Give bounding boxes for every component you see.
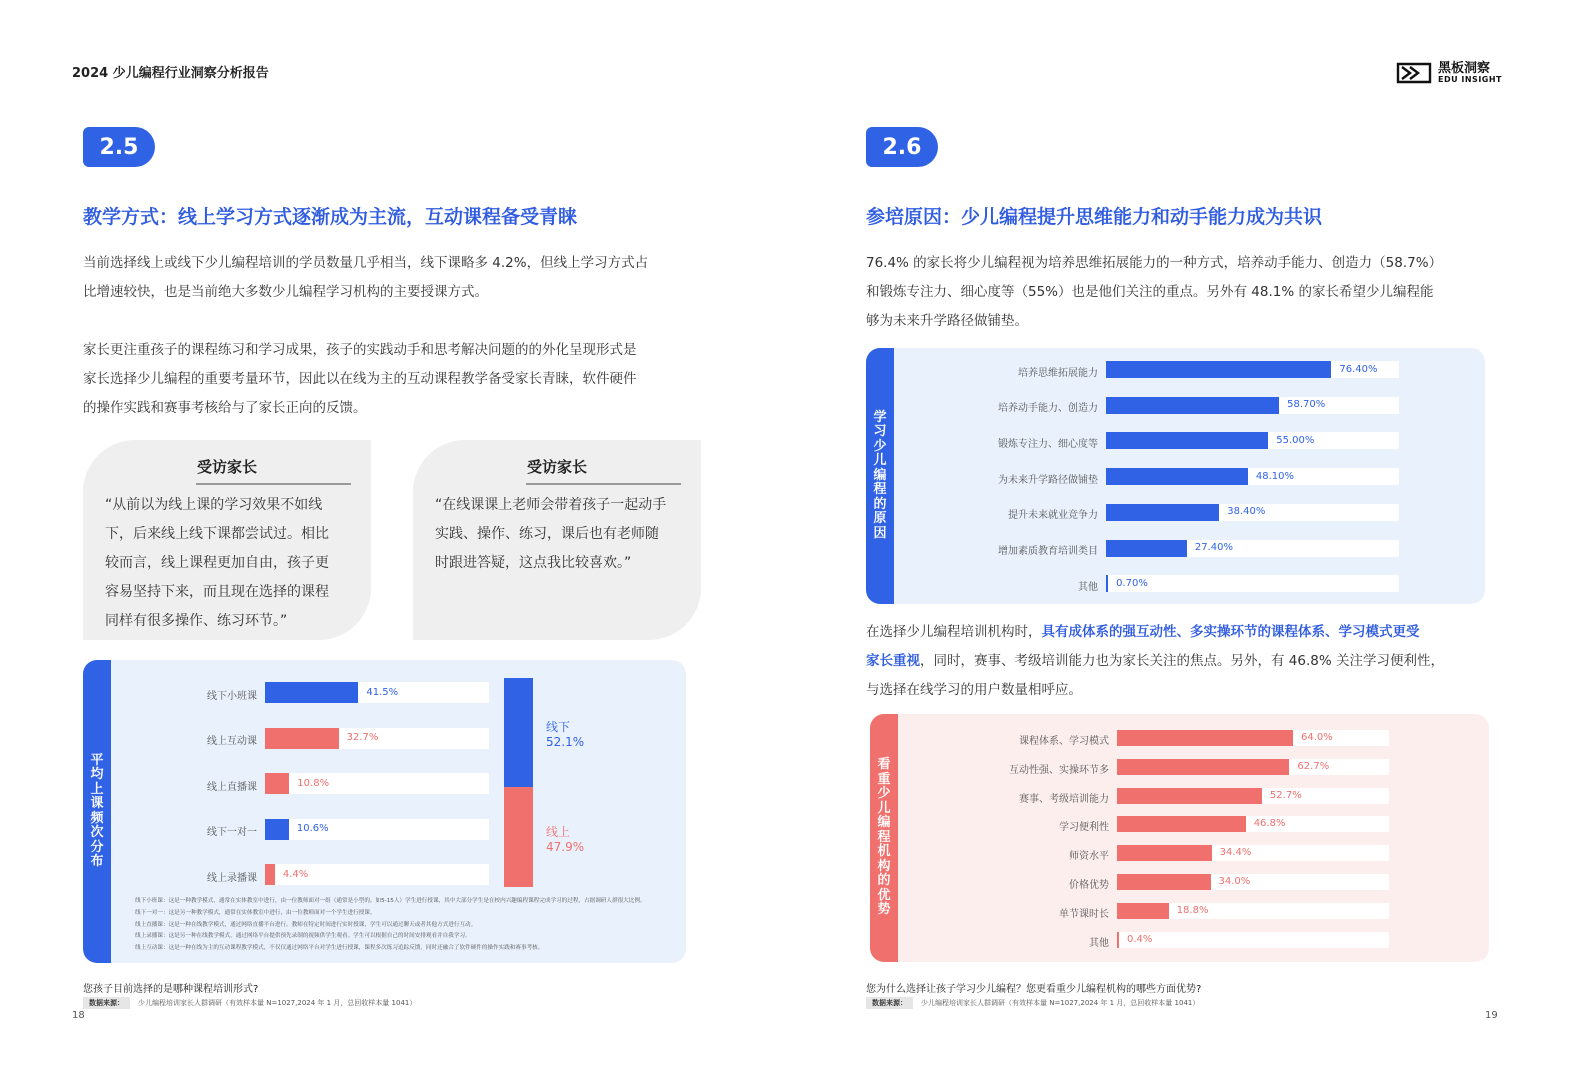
bar	[1117, 903, 1169, 919]
category-label: 线下小班课	[207, 690, 257, 702]
section-title-right: 参培原因：少儿编程提升思维能力和动手能力成为共识	[866, 206, 1323, 228]
text-line: 比增速较快，也是当前绝大多数少儿编程学习机构的主要授课方式。	[83, 284, 488, 300]
category-label: 培养动手能力、创造力	[998, 403, 1098, 415]
chart-title: 看重少儿编程机构的优势	[877, 757, 891, 918]
section-badge-left: 2.5	[83, 127, 155, 167]
note-line: 线上录播课：这是另一种在线教学模式，通过网络平台提供预先录制的视频供学生观看。学生可以根据自己的时间安排观看并自我学习。	[135, 933, 471, 940]
chart-panel-reasons	[866, 348, 1485, 604]
page-number-right: 19	[1485, 1010, 1498, 1021]
bar	[1117, 730, 1293, 746]
value-label: 76.40%	[1339, 363, 1378, 375]
value-label: 38.40%	[1227, 506, 1266, 518]
value-label: 10.6%	[296, 823, 329, 834]
source-text: 少儿编程培训家长人群调研（有效样本量 N=1027,2024 年 1 月，总回收样本量 1041）	[138, 999, 417, 1007]
category-label: 课程体系、学习模式	[1019, 736, 1109, 747]
right-paragraph-1	[866, 249, 1506, 336]
bar	[1106, 468, 1248, 485]
bar	[1106, 361, 1331, 378]
chart-panel-frequency	[83, 660, 686, 963]
survey-question-left: 您孩子目前选择的是哪种课程培训形式?	[83, 984, 259, 995]
value-label: 62.7%	[1297, 760, 1330, 772]
chart-side-label	[870, 714, 898, 962]
bar	[1106, 540, 1187, 557]
source-label: 数据来源：	[83, 997, 130, 1009]
chart-side-label	[866, 348, 894, 604]
chart-side-label	[83, 660, 111, 963]
category-label: 互动性强、实操环节多	[1009, 764, 1109, 776]
text-segment: ，同时，赛事、考级培训能力也为家长关注的焦点。另外，有 46.8% 关注学习便利性，	[920, 653, 1444, 669]
value-label: 41.5%	[366, 686, 399, 698]
value-label: 48.10%	[1255, 470, 1295, 482]
text-line: 家长更注重孩子的课程练习和学习成果，孩子的实践动手和思考解决问题的的外化呈现形式是	[83, 342, 637, 358]
text-line: “在线课课上老师会带着孩子一起动手	[435, 497, 667, 513]
value-label: 58.70%	[1287, 399, 1326, 411]
quote-title: 受访家长	[196, 458, 257, 476]
text-line	[866, 647, 1506, 676]
segment-value: 52.1%	[546, 735, 585, 750]
bar	[1106, 504, 1219, 521]
category-label: 赛事、考级培训能力	[1019, 793, 1109, 805]
category-label: 线下一对一	[207, 827, 257, 838]
value-label: 64.0%	[1301, 732, 1333, 743]
value-label: 0.4%	[1127, 933, 1153, 945]
value-label: 27.40%	[1194, 542, 1233, 553]
segment-label	[546, 825, 594, 855]
bar	[1106, 575, 1108, 592]
left-paragraph-1	[83, 249, 723, 307]
highlight-text: 具有成体系的强互动性、多实操环节的课程体系、学习模式更受	[1041, 624, 1420, 640]
brand-name: 黑板洞察	[1438, 61, 1491, 76]
chart-title: 学习少儿编程的原因	[873, 409, 887, 541]
category-label: 为未来升学路径做铺垫	[998, 474, 1098, 486]
brand-subtitle: EDU INSIGHT	[1438, 75, 1503, 84]
text-line: 当前选择线上或线下少儿编程培训的学员数量几乎相当，线下课略多 4.2%，但线上学习方式占	[83, 255, 649, 271]
category-label: 师资水平	[1069, 851, 1109, 863]
bar	[1117, 788, 1262, 804]
quote-card-2	[413, 440, 701, 640]
bar	[265, 864, 275, 885]
stacked-bar-segment	[504, 678, 533, 787]
bar	[265, 728, 339, 749]
category-label: 其他	[1089, 937, 1109, 949]
text-line	[866, 618, 1506, 647]
quote-text	[105, 491, 365, 636]
category-label: 线上互动课	[207, 736, 257, 747]
text-line: 同样有很多操作、练习环节。”	[105, 613, 288, 629]
value-label: 46.8%	[1253, 818, 1286, 830]
value-label: 32.7%	[346, 732, 379, 743]
data-source-right	[866, 997, 1199, 1009]
category-label: 其他	[1078, 581, 1098, 593]
segment-name: 线下	[546, 720, 571, 735]
section-badge-right: 2.6	[866, 127, 938, 167]
text-line: 时跟进答疑，这点我比较喜欢。”	[435, 555, 632, 571]
text-line: 76.4% 的家长将少儿编程视为培养思维拓展能力的一种方式，培养动手能力、创造力（58.7%）	[866, 255, 1443, 271]
page-number-left: 18	[72, 1010, 85, 1021]
text-line: 较而言，线上课程更加自由，孩子更	[105, 555, 329, 571]
brand-logo-icon	[1396, 62, 1432, 84]
category-label: 线上录播课	[207, 872, 257, 884]
bar	[1117, 816, 1246, 832]
text-line: 容易坚持下来，而且现在选择的课程	[105, 584, 329, 600]
source-text: 少儿编程培训家长人群调研（有效样本量 N=1027,2024 年 1 月，总回收样本量 1041）	[921, 999, 1200, 1007]
bar	[1106, 397, 1279, 414]
value-label: 0.70%	[1116, 577, 1148, 589]
quote-card-1	[83, 440, 371, 640]
note-line: 线上直播课：这是一种在线教学模式，通过网络直播平台进行。教师在特定时间进行实时授课，学生可以通过聊天或者其他方式进行互动。	[135, 921, 477, 928]
quote-text	[435, 491, 697, 578]
bar	[1117, 845, 1212, 861]
note-line: 线下一对一：这是另一种教学模式，通常在实体教室中进行，由一位教师面对一个学生进行授课。	[135, 909, 376, 916]
category-label: 锻炼专注力、细心度等	[998, 438, 1098, 450]
left-paragraph-2	[83, 336, 723, 423]
value-label: 34.4%	[1219, 847, 1252, 859]
data-source-left	[83, 997, 416, 1009]
section-title-left: 教学方式：线上学习方式逐渐成为主流，互动课程备受青睐	[83, 206, 578, 228]
segment-label	[546, 720, 594, 750]
bar	[1117, 759, 1289, 775]
quote-title: 受访家长	[526, 458, 587, 476]
definition-notes	[135, 896, 685, 955]
value-label: 34.0%	[1218, 876, 1251, 887]
source-label: 数据来源：	[866, 997, 913, 1009]
bar	[1117, 874, 1211, 890]
text-line: 与选择在线学习的用户数量相呼应。	[866, 682, 1082, 698]
category-label: 线上直播课	[207, 781, 257, 793]
bar	[1106, 432, 1268, 449]
right-paragraph-2	[866, 618, 1506, 705]
value-label: 18.8%	[1176, 904, 1209, 916]
survey-question-right: 您为什么选择让孩子学习少儿编程？您更看重少儿编程机构的哪些方面优势?	[866, 984, 1202, 995]
category-label: 提升未来就业竞争力	[1008, 510, 1098, 522]
value-label: 4.4%	[282, 868, 309, 880]
value-label: 55.00%	[1276, 434, 1315, 446]
value-label: 52.7%	[1269, 789, 1302, 801]
note-line: 线下小班课：这是一种教学模式，通常在实体教室中进行，由一位教师面对一组（通常是小型的，如5-15人）学生进行授课，其中大部分学生是在校内兴趣编程课程完成学习的过程，占据调研人群很大比例。	[135, 898, 646, 904]
chart-title: 平均上课频次分布	[90, 752, 104, 869]
text-line: “从前以为线上课的学习效果不如线	[105, 497, 323, 513]
bar-track	[1106, 575, 1399, 592]
brand-logo	[1396, 62, 1502, 84]
category-label: 价格优势	[1069, 880, 1109, 891]
text-line: 下，后来线上线下课都尝试过。相比	[105, 526, 329, 542]
category-label: 学习便利性	[1059, 822, 1109, 834]
category-label: 培养思维拓展能力	[1018, 367, 1098, 379]
quote-divider	[526, 483, 681, 485]
segment-name: 线上	[546, 824, 571, 839]
report-title: 2024 少儿编程行业洞察分析报告	[72, 66, 269, 81]
highlight-text: 家长重视	[866, 653, 920, 669]
bar-track	[1117, 932, 1389, 948]
bar	[265, 682, 358, 703]
text-line: 家长选择少儿编程的重要考量环节，因此以在线为主的互动课程教学备受家长青睐，软件硬件	[83, 371, 637, 387]
text-segment: 在选择少儿编程培训机构时，	[866, 624, 1042, 640]
bar	[265, 773, 289, 794]
text-line: 的操作实践和赛事考核给与了家长正向的反馈。	[83, 400, 367, 416]
segment-value: 47.9%	[546, 839, 585, 854]
chart-panel-advantages	[870, 714, 1489, 962]
text-line: 和锻炼专注力、细心度等（55%）也是他们关注的重点。另外有 48.1% 的家长希望少儿编程能	[866, 284, 1434, 300]
category-label: 单节课时长	[1059, 908, 1109, 920]
bar	[1117, 932, 1119, 948]
value-label: 10.8%	[297, 777, 330, 789]
note-line: 线上互动课：这是一种在线为主的互动课程教学模式，不仅仅通过网络平台对学生进行授课，课程多次练习追踪反馈，同时还融合了软件硬件的操作实践和赛事考核。	[135, 945, 544, 952]
bar	[265, 819, 289, 840]
quote-divider	[196, 483, 351, 485]
text-line: 实践、操作、练习，课后也有老师随	[435, 526, 659, 542]
category-label: 增加素质教育培训类目	[998, 546, 1098, 557]
stacked-bar-segment	[504, 787, 533, 887]
text-line: 够为未来升学路径做铺垫。	[866, 313, 1028, 329]
